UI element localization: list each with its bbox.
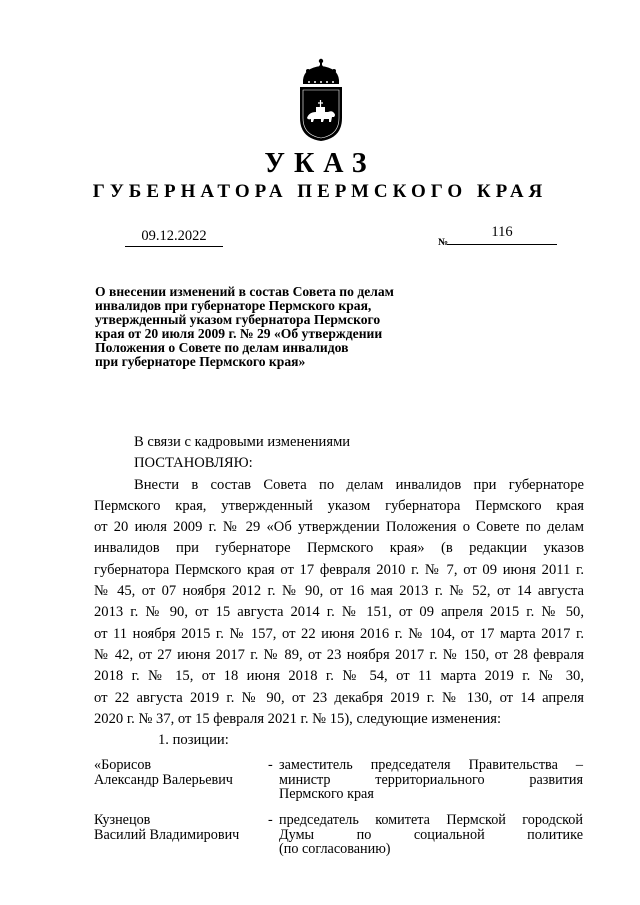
para-line: инвалидов при губернаторе Пермского края» (в редакции указов: [94, 540, 584, 557]
heading-line: инвалидов при губернаторе Пермского края,: [95, 298, 372, 313]
decree-date: 09.12.2022: [125, 228, 223, 247]
position-line: (по согласованию): [279, 841, 391, 857]
item-label: 1. позиции:: [158, 732, 229, 749]
coat-of-arms-icon: [294, 58, 348, 142]
number-label: №: [438, 237, 449, 248]
decree-number: 116: [447, 224, 557, 245]
heading-line: Положения о Совете по делам инвалидов: [95, 340, 349, 355]
para-line: 2013 г. № 90, от 15 августа 2014 г. № 151, от 09 апреля 2015 г. № 50,: [94, 604, 584, 621]
intro-text: В связи с кадровыми изменениями: [134, 434, 351, 450]
dash: -: [268, 757, 273, 773]
document-title: УКАЗ: [264, 148, 376, 179]
para-line: 2020 г. № 37, от 15 февраля 2021 г. № 15), следующие изменения:: [94, 710, 502, 727]
heading-line: О внесении изменений в состав Совета по делам: [95, 284, 394, 299]
para-line: от 22 августа 2019 г. № 90, от 23 декабря 2019 г. № 130, от 14 апреля: [94, 689, 584, 706]
dash: -: [268, 812, 273, 828]
position-line: заместитель председателя Правительства –: [279, 757, 583, 773]
para-line: Внести в состав Совета по делам инвалидов при губернаторе: [134, 476, 584, 493]
document-issuer: ГУБЕРНАТОРА ПЕРМСКОГО КРАЯ: [92, 181, 548, 202]
position-line: министр территориального развития: [279, 771, 583, 788]
member-name: [94, 758, 264, 787]
heading-line: утвержденный указом губернатора Пермского: [95, 312, 381, 327]
heading-line: при губернаторе Пермского края»: [95, 354, 306, 369]
member-name: [94, 813, 264, 842]
position-line: Думы по социальной политике: [279, 826, 583, 843]
member-position: [279, 813, 583, 857]
position-line: председатель комитета Пермской городской: [279, 812, 583, 828]
para-line: № 42, от 27 июня 2017 г. № 89, от 23 ноября 2017 г. № 150, от 28 февраля: [94, 646, 584, 663]
member-surname: «Борисов: [94, 757, 152, 773]
heading-line: края от 20 июля 2009 г. № 29 «Об утверждении: [95, 326, 383, 341]
member-position: [279, 758, 583, 802]
position-line: Пермского края: [279, 786, 374, 802]
decree-heading: [95, 285, 450, 369]
para-line: Пермского края, утвержденный указом губернатора Пермского края: [94, 497, 584, 514]
para-line: 2018 г. № 15, от 18 июня 2018 г. № 54, от 11 марта 2019 г. № 30,: [94, 668, 584, 685]
para-line: от 20 июля 2009 г. № 29 «Об утверждении Положения о Совете по делам: [94, 519, 584, 536]
decree-body: [94, 432, 584, 751]
member-surname: Кузнецов: [94, 812, 151, 828]
para-line: от 11 ноября 2015 г. № 157, от 22 июня 2016 г. № 104, от 17 марта 2017 г.: [94, 625, 584, 642]
decree-word: ПОСТАНОВЛЯЮ:: [134, 455, 253, 472]
para-line: губернатора Пермского края от 17 февраля 2010 г. № 7, от 09 июня 2011 г.: [94, 561, 584, 578]
member-given-name: Василий Владимирович: [94, 826, 240, 843]
para-line: № 45, от 07 ноября 2012 г. № 90, от 16 мая 2013 г. № 52, от 14 августа: [94, 583, 584, 600]
member-given-name: Александр Валерьевич: [94, 771, 233, 788]
